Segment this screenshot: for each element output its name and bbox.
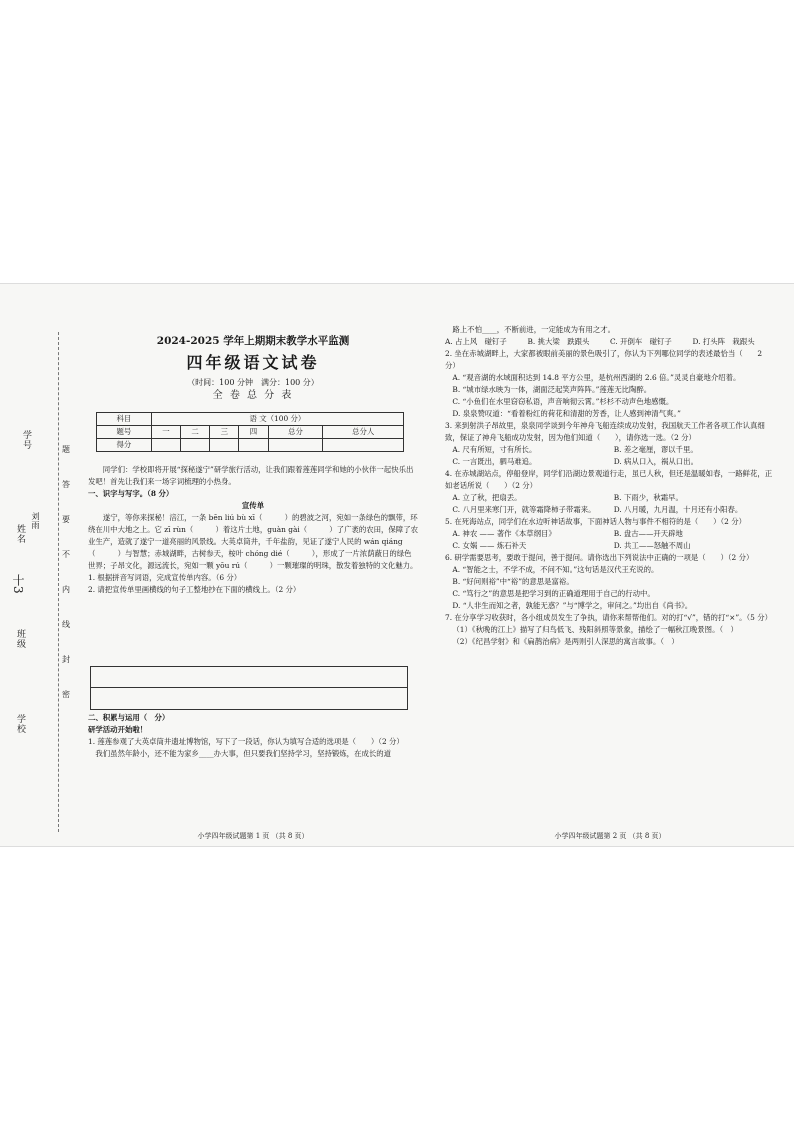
table-row <box>97 426 404 439</box>
judgement-item[interactable]: （2）《纪昌学射》和《扁鹊治病》是两则引人深思的寓言故事。（ ） <box>452 636 679 646</box>
question-1: 1. 根据拼音写词语，完成宣传单内容。（6 分） <box>88 572 242 582</box>
binding-margin <box>0 284 82 846</box>
leaflet-paragraph: 遂宁，等你来探秘！涪江，一条 bēn liú bù xī（ ）的碧波之河，宛如一条绿色的飘带，环绕在川中大地之上。它 zī rùn（ ）着这片土地，guàn gài（ ）了广袤的农田，保障了农业生产，造就了遂宁一道亮丽的风景线。大英卓筒井，千年盐韵，见证了遂宁人民的 wán qiáng（ ）与智慧；赤城湖畔，古树参天，桉叶 chóng dié（ ），形成了一片浓荫蔽日的绿色世界；子昂文化，源远流长，宛如一颗 yōu rú（ ）一颗璀璨的明珠，散发着独特的文化魅力。 <box>88 512 418 570</box>
option[interactable]: A. “观音湖的水域面积达到 14.8 平方公里，是杭州西湖的 2.6 倍。”灵灵自豪地介绍着。 <box>452 372 741 382</box>
seal-char: 封 <box>62 655 70 664</box>
question-7: 7. 在分享学习收获时，各小组成员发生了争执，请你来帮帮他们。对的打“√”，错的打“×”。（5 分） <box>445 612 773 622</box>
option[interactable]: B. 盘古——开天辟地 <box>613 528 683 538</box>
options-row <box>445 504 775 516</box>
seal-char: 线 <box>62 620 70 629</box>
score-cell[interactable] <box>239 439 268 452</box>
seal-char: 内 <box>62 585 70 594</box>
seal-char: 不 <box>62 550 70 559</box>
question-3: 3. 来到射洪子昂故里，泉泉同学谈到今年神舟飞船连续成功发射，我国航天工作者各项工作认真细致，保证了神舟飞船成功发射，因为他们知道（ ），请你选一选。（2 分） <box>445 420 765 442</box>
score-cell[interactable] <box>181 439 210 452</box>
question-1-continued: 路上不怕____，不断前进，一定能成为有用之才。 <box>452 325 615 334</box>
score-cell[interactable] <box>151 439 180 452</box>
class-label: 班级 <box>15 629 25 649</box>
option[interactable]: D. 八月暖，九月温，十月还有小阳春。 <box>613 504 743 514</box>
option[interactable]: B. 差之毫厘，谬以千里。 <box>613 444 698 454</box>
option[interactable]: A. 占上风 碰钉子 <box>445 336 507 346</box>
table-cell: 得分 <box>97 439 152 452</box>
score-summary-title: 全 卷 总 分 表 <box>212 390 294 401</box>
option[interactable]: D. 泉泉赞叹道：“看着粉红的荷花和清甜的芳香，让人感到神清气爽。” <box>452 408 681 418</box>
number-label: 学号 <box>21 430 31 450</box>
question-5: 5. 在死海站点，同学们在水边听神话故事，下面神话人物与事件不相符的是（ ）（2 分） <box>445 516 746 526</box>
option[interactable]: B. “好问则裕”中“裕”的意思是富裕。 <box>452 576 574 586</box>
option[interactable]: A. 神农 —— 著作《本草纲目》 <box>452 528 556 538</box>
option[interactable]: B. 挑大梁 跌跟头 <box>527 336 590 346</box>
table-cell: 三 <box>210 426 239 439</box>
leaflet-title: 宣传单 <box>241 500 265 510</box>
section-1-heading: 一、识字与写字。（8 分） <box>88 488 174 498</box>
right-content <box>445 324 775 648</box>
score-cell[interactable] <box>268 439 323 452</box>
option[interactable]: C. 八月里来寒门开，就等霜降柿子带霜来。 <box>452 504 596 514</box>
class-value: 十3 <box>11 574 25 594</box>
name-value: 刘雨 <box>31 512 40 530</box>
table-cell: 总分人 <box>323 426 404 439</box>
table-cell: 语 文（100 分） <box>151 413 403 426</box>
page-footer: 小学四年级试题第 1 页 （共 8 页） <box>197 832 309 840</box>
table-cell: 四 <box>239 426 268 439</box>
option[interactable]: A. “智能之士，不学不成，不问不知。”这句话是汉代王充说的。 <box>452 564 659 574</box>
options-row <box>445 336 775 348</box>
options-row <box>445 540 775 552</box>
table-cell: 科目 <box>97 413 152 426</box>
option[interactable]: A. 立了秋，把扇丢。 <box>452 492 522 502</box>
seal-char: 要 <box>62 515 70 524</box>
score-cell[interactable] <box>323 439 404 452</box>
table-row <box>97 439 404 452</box>
section-2-heading: 二、积累与运用（ 分） <box>88 713 170 722</box>
question-2: 2. 请把宣传单里画横线的句子工整地抄在下面的横线上。（2 分） <box>88 584 301 594</box>
option[interactable]: C. “小鱼们在水里窃窃私语，声音响彻云霄。”杉杉不动声色地感慨。 <box>452 396 674 406</box>
options-row <box>445 444 775 456</box>
exam-title: 2024-2025 学年上期期末教学水平监测 <box>156 335 350 347</box>
option[interactable]: D. 打头阵 栽跟头 <box>692 336 755 346</box>
question-4: 4. 在赤城湖站点，停船登岸，同学们沿湖边景观道行走，虽已人秋，但还是温暖如春，一路鲜花，正如老话所说（ ）（2 分） <box>445 468 773 490</box>
section-2-subheading: 研学活动开始啦！ <box>88 724 148 734</box>
page-footer: 小学四年级试题第 2 页 （共 8 页） <box>554 832 666 840</box>
question-2: 2. 坐在赤城湖畔上，大家都被眼前美丽的景色吸引了，你认为下列哪位同学的表述最恰当（ 2 分） <box>445 348 763 370</box>
table-row <box>97 413 404 426</box>
option[interactable]: C. 女娲 —— 炼石补天 <box>452 540 527 550</box>
options-row <box>445 528 775 540</box>
seal-dashed-line <box>58 332 59 832</box>
option[interactable]: B. 下雨少，秋霜早。 <box>613 492 683 502</box>
intro-text: 同学们：学校即将开展“探秘遂宁”研学旅行活动，让我们跟着莲莲同学和她的小伙伴一起快乐出发吧！首先让我们来一场字词梳理的小热身。 <box>88 465 414 486</box>
question-s2-1: 1. 莲莲参观了大英卓筒井遗址博物馆，写下了一段话，你认为填写合适的选项是（ ）（2 分） <box>88 736 404 746</box>
option[interactable]: C. “笃行之”的意思是把学习到的正确道理用于自己的行动中。 <box>452 588 655 598</box>
table-cell: 二 <box>181 426 210 439</box>
exam-sheet <box>0 283 794 847</box>
seal-char: 密 <box>62 690 70 699</box>
options-row <box>445 456 775 468</box>
table-cell: 一 <box>151 426 180 439</box>
option[interactable]: D. “人非生而知之者，孰能无惑？”与“博学之，审问之。”均出自《尚书》。 <box>452 600 693 610</box>
question-s2-1-text: 我们虽然年龄小，还不能为家乡____办大事，但只要我们坚持学习，坚持锻炼，在成长的道 <box>95 748 392 758</box>
seal-char: 答 <box>62 480 70 489</box>
score-table <box>96 412 404 452</box>
table-cell: 题号 <box>97 426 152 439</box>
exam-page-2 <box>445 284 775 846</box>
option[interactable]: A. 尺有所短，寸有所长。 <box>452 444 537 454</box>
exam-time: （时间：100 分钟 满分：100 分） <box>187 378 319 387</box>
option[interactable]: D. 共工——怒触不周山 <box>613 540 691 550</box>
exam-page-1 <box>88 284 418 846</box>
school-label: 学校 <box>15 714 25 734</box>
score-cell[interactable] <box>210 439 239 452</box>
question-6: 6. 研学需要思考，要敢于提问，善于提问。请你选出下列说法中正确的一项是（ ）（2 分） <box>445 552 754 562</box>
option[interactable]: C. 开倒车 碰钉子 <box>610 336 672 346</box>
table-cell: 总分 <box>268 426 323 439</box>
copy-writing-box[interactable] <box>90 666 408 710</box>
option[interactable]: C. 一言既出，驷马难追。 <box>452 456 537 466</box>
name-label: 姓名 <box>15 524 25 544</box>
judgement-item[interactable]: （1）《秋晚的江上》描写了归鸟低飞、残阳斜照等景象，描绘了一幅秋江晚景图。（ ） <box>452 624 738 634</box>
option[interactable]: D. 病从口入，祸从口出。 <box>613 456 698 466</box>
section-2-block <box>88 712 418 760</box>
seal-char: 题 <box>62 445 70 454</box>
options-row <box>445 492 775 504</box>
exam-subtitle: 四年级语文试卷 <box>186 353 320 372</box>
option[interactable]: B. “城市绿水映为一体，湖面泛起笑声阵阵。”莲莲无比陶醉。 <box>452 384 652 394</box>
intro-block <box>88 464 418 596</box>
writing-line <box>91 687 407 688</box>
